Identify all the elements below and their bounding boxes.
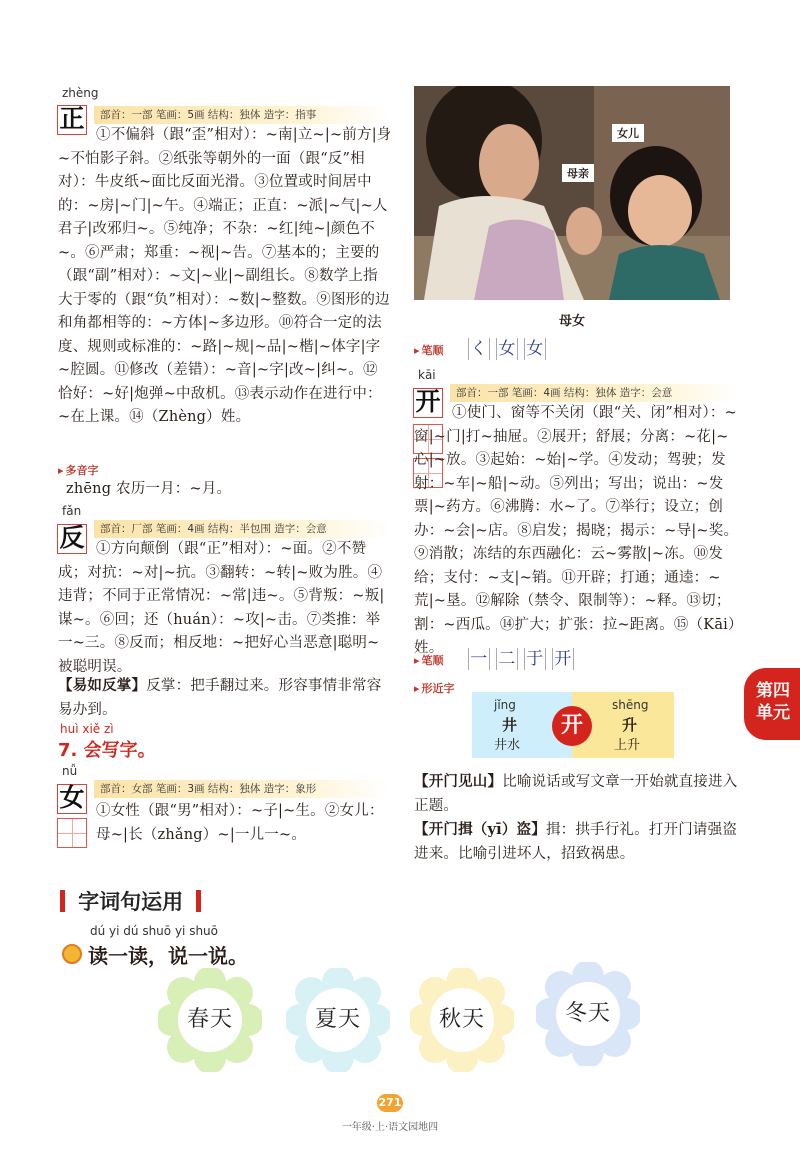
fan-info: 部首：厂部 笔画：4画 结构：半包围 造字：会意 bbox=[94, 520, 390, 538]
fan-char: 反 bbox=[57, 524, 87, 554]
kai-idiom-2-def: 揖：拱手行礼。打开门请强盗进来。比喻引进坏人，招致祸患。 bbox=[414, 822, 738, 862]
footer-text: 一年级·上·语文园地四 bbox=[341, 1122, 439, 1133]
nv-writing-grid bbox=[57, 818, 87, 848]
section-bar-left bbox=[60, 890, 65, 912]
nv-stroke-tag: ▸ 笔顺 bbox=[414, 344, 444, 357]
zheng-pinyin: zhèng bbox=[62, 86, 99, 100]
nv-definition: ①女性（跟“男”相对）：~子|~生。②女儿：母~|长（zhǎng）~|一儿一~。 bbox=[96, 803, 384, 843]
kai-char: 开 bbox=[413, 388, 443, 418]
nv-info: 部首：女部 笔画：3画 结构：独体 造字：象形 bbox=[94, 780, 390, 798]
unit-tab-line1: 第四 bbox=[756, 681, 790, 701]
season-card-spring bbox=[158, 968, 262, 1072]
unit-tab[interactable] bbox=[744, 668, 800, 740]
kai-stroke-4: 开 bbox=[552, 648, 574, 670]
zheng-definition: ①不偏斜（跟“歪”相对）：~南|立~|~前方|身~不怕影子斜。②纸张等朝外的一面（跟“反”相对）：牛皮纸~面比反面光滑。③位置或时间居中的：~房|~门|~午。④端正；正直：~派|~气|~人君子|改邪归~。⑤纯净；不杂：~红|纯~|颜色不~。⑥严肃；郑重：~视|~告。⑦基本的；主要的（跟“副”相对）：~文|~业|~副组长。⑧数学上指大于零的（跟“负”相对）：~数|~整数。⑨图形的边和角都相等的：~方体|~多边形。⑩符合一定的法度、规则或标准的：~路|~规|~品|~楷|~体字|字~腔圆。⑪修改（差错）：~音|~字|改~|纠~。⑫恰好：~好|炮弹~中敌机。⑬表示动作在进行中：~在上课。⑭（Zhèng）姓。 bbox=[58, 127, 392, 425]
kai-idiom-2 bbox=[414, 818, 740, 866]
section-title: 字词句运用 bbox=[78, 890, 184, 914]
nv-stroke-order bbox=[414, 338, 552, 360]
nv-char: 女 bbox=[57, 784, 87, 814]
fan-pinyin: fǎn bbox=[62, 504, 82, 518]
write-title: 7. 会写字。 bbox=[58, 740, 156, 761]
kai-stroke-3: 于 bbox=[524, 648, 546, 670]
photo-illustration bbox=[414, 86, 730, 300]
season-spring: 春天 bbox=[178, 988, 242, 1052]
label-daughter: 女儿 bbox=[612, 124, 644, 142]
kai-idiom-1-def: 比喻说话或写文章一开始就直接进入正题。 bbox=[414, 774, 738, 814]
nv-stroke-3: 女 bbox=[524, 338, 546, 360]
season-card-autumn bbox=[410, 968, 514, 1072]
similar-left-word: 井水 bbox=[494, 738, 521, 753]
similar-char-tag: ▸ 形近字 bbox=[414, 680, 455, 696]
fan-idiom bbox=[58, 674, 388, 722]
section-bar-right bbox=[196, 890, 201, 912]
similar-left-pinyin: jǐng bbox=[494, 698, 516, 712]
label-mother: 母亲 bbox=[562, 164, 594, 182]
kai-idiom-1 bbox=[414, 770, 740, 818]
season-card-summer bbox=[286, 968, 390, 1072]
speaker-icon bbox=[62, 944, 82, 964]
similar-char-panel bbox=[472, 692, 674, 758]
fan-idiom-key: 【易如反掌】 bbox=[58, 677, 147, 694]
season-autumn: 秋天 bbox=[430, 988, 494, 1052]
zheng-multi-tone: zhēng 农历一月：~月。 bbox=[66, 481, 232, 497]
kai-stroke-1: 一 bbox=[468, 648, 490, 670]
season-summer: 夏天 bbox=[306, 988, 370, 1052]
photo-caption: 母女 bbox=[558, 314, 585, 329]
kai-stroke-tag: ▸ 笔顺 bbox=[414, 654, 444, 667]
similar-right-word: 上升 bbox=[614, 738, 641, 753]
zheng-info: 部首：一部 笔画：5画 结构：独体 造字：指事 bbox=[94, 106, 390, 124]
similar-right-pinyin: shēng bbox=[612, 698, 649, 712]
fan-definition: ①方向颠倒（跟“正”相对）：~面。②不赞成；对抗：~对|~抗。③翻转：~转|~败为胜。④违背；不同于正常情况：~常|违~。⑤背叛：~叛|谋~。⑥回；还（huán）：~攻|~击。⑦类推：举一~三。⑧反而；相反地：~把好心当恶意|聪明~被聪明误。 bbox=[58, 541, 385, 675]
similar-left-char: 井 bbox=[502, 716, 518, 734]
nv-stroke-2: 女 bbox=[496, 338, 518, 360]
write-title-pinyin: huì xiě zì bbox=[60, 722, 114, 736]
kai-pinyin: kāi bbox=[418, 368, 436, 382]
season-card-winter bbox=[536, 962, 640, 1066]
mother-daughter-photo bbox=[414, 86, 730, 300]
unit-tab-line2: 单元 bbox=[756, 703, 790, 723]
nv-stroke-1: く bbox=[468, 338, 490, 360]
nv-pinyin: nǚ bbox=[62, 764, 78, 778]
fan-idiom-def: 反掌：把手翻过来。形容事情非常容易办到。 bbox=[58, 678, 382, 718]
kai-definition: ①使门、窗等不关闭（跟“关、闭”相对）：~窗|~门|打~抽屉。②展开；舒展；分离：~花|~心|~放。③起始：~始|~学。④发动；驾驶；发射：~车|~船|~动。⑤列出；写出；说出：~发票|~药方。⑥沸腾：水~了。⑦举行；设立；创办：~会|~店。⑧启发；揭晓；揭示：~导|~奖。⑨消散；冻结的东西融化：云~雾散|~冻。⑩发给；支付：~支|~销。⑪开辟；打通；通逵：~荒|~垦。⑫解除（禁令、限制等）：~释。⑬切；割：~西瓜。⑭扩大；扩张：拉~距离。⑮（Kāi）姓。 bbox=[414, 405, 739, 656]
zheng-char: 正 bbox=[57, 105, 87, 135]
read-pinyin: dú yi dú shuō yi shuō bbox=[90, 924, 218, 938]
similar-center-char: 开 bbox=[552, 706, 592, 746]
kai-idiom-2-key: 【开门揖（yī）盗】 bbox=[414, 821, 546, 838]
kai-info: 部首：一部 笔画：4画 结构：独体 造字：会意 bbox=[450, 384, 740, 402]
kai-stroke-2: 二 bbox=[496, 648, 518, 670]
multi-tone-tag: ▸ 多音字 bbox=[58, 462, 99, 478]
kai-idiom-1-key: 【开门见山】 bbox=[414, 773, 503, 790]
section-header bbox=[60, 886, 201, 916]
season-winter: 冬天 bbox=[556, 982, 620, 1046]
read-instruction: 读一读，说一说。 bbox=[88, 944, 248, 968]
similar-right-char: 升 bbox=[622, 716, 638, 734]
kai-stroke-order bbox=[414, 648, 580, 670]
page-number: 271 bbox=[377, 1094, 403, 1112]
